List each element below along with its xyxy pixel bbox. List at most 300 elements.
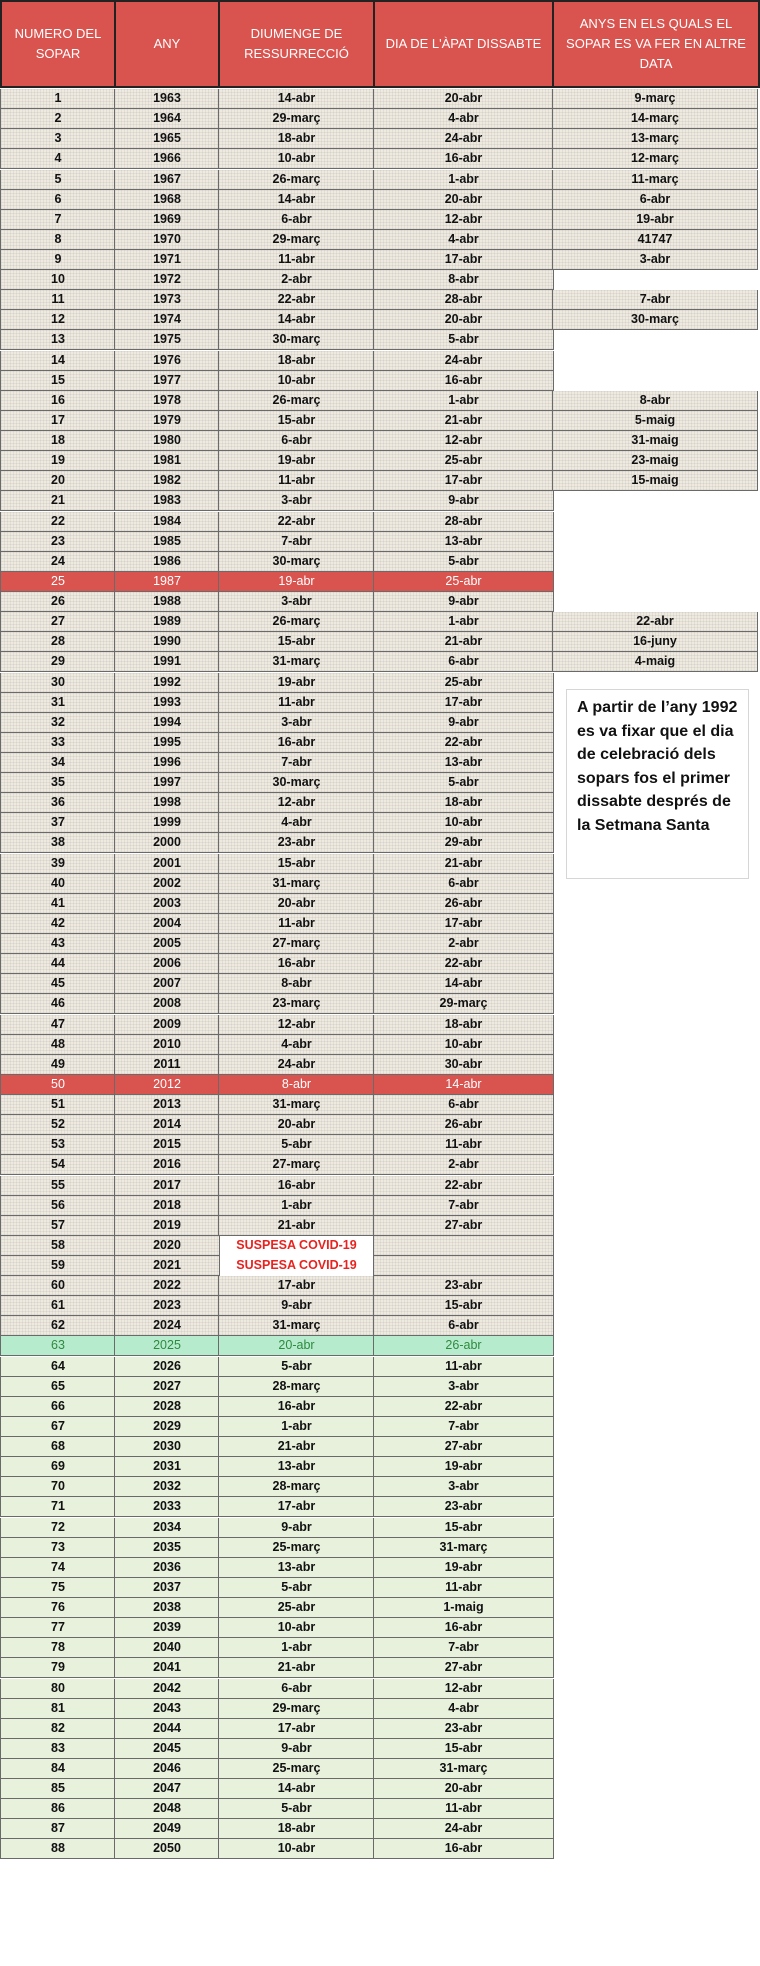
cell-numero: 11 [0, 290, 116, 310]
cell-any: 1996 [114, 753, 220, 773]
cell-any: 2033 [114, 1497, 220, 1517]
cell-numero: 44 [0, 954, 116, 974]
cell-diumenge: 15-abr [218, 411, 375, 431]
cell-numero: 24 [0, 552, 116, 572]
cell-numero: 8 [0, 230, 116, 250]
cell-dissabte: 19-abr [373, 1457, 554, 1477]
cell-any: 2017 [114, 1176, 220, 1196]
cell-dissabte: 16-abr [373, 149, 554, 169]
cell-diumenge: 6-abr [218, 1679, 375, 1699]
cell-diumenge: 11-abr [218, 914, 375, 934]
cell-diumenge: 5-abr [218, 1357, 375, 1377]
cell-numero: 72 [0, 1518, 116, 1538]
cell-any: 2002 [114, 874, 220, 894]
cell-diumenge: 31-març [218, 874, 375, 894]
cell-dissabte: 11-abr [373, 1135, 554, 1155]
cell-any: 1994 [114, 713, 220, 733]
cell-diumenge: 1-abr [218, 1638, 375, 1658]
cell-dissabte: 12-abr [373, 1679, 554, 1699]
cell-diumenge: 3-abr [218, 713, 375, 733]
cell-diumenge: 16-abr [218, 1397, 375, 1417]
cell-numero: 57 [0, 1216, 116, 1236]
cell-any: 2036 [114, 1558, 220, 1578]
cell-diumenge: 12-abr [218, 793, 375, 813]
cell-any: 2012 [114, 1075, 220, 1095]
cell-diumenge: 18-abr [218, 351, 375, 371]
cell-any: 1998 [114, 793, 220, 813]
cell-any: 1986 [114, 552, 220, 572]
cell-numero: 81 [0, 1699, 116, 1719]
cell-any: 1987 [114, 572, 220, 592]
cell-numero: 20 [0, 471, 116, 491]
cell-dissabte: 3-abr [373, 1377, 554, 1397]
cell-dissabte: 11-abr [373, 1799, 554, 1819]
cell-dissabte: 20-abr [373, 89, 554, 109]
cell-any: 2016 [114, 1155, 220, 1175]
cell-any: 1992 [114, 673, 220, 693]
cell-dissabte: 25-abr [373, 572, 554, 592]
cell-dissabte: 16-abr [373, 1618, 554, 1638]
cell-any: 2024 [114, 1316, 220, 1336]
cell-numero: 87 [0, 1819, 116, 1839]
cell-altre-data: 8-abr [552, 391, 758, 411]
cell-numero: 61 [0, 1296, 116, 1316]
cell-any: 2004 [114, 914, 220, 934]
cell-numero: 23 [0, 532, 116, 552]
cell-dissabte: 29-abr [373, 833, 554, 853]
cell-numero: 75 [0, 1578, 116, 1598]
cell-altre-data: 14-març [552, 109, 758, 129]
cell-numero: 66 [0, 1397, 116, 1417]
cell-numero: 14 [0, 351, 116, 371]
cell-dissabte: 7-abr [373, 1638, 554, 1658]
cell-numero: 52 [0, 1115, 116, 1135]
cell-dissabte: 27-abr [373, 1216, 554, 1236]
cell-diumenge: 5-abr [218, 1799, 375, 1819]
cell-dissabte: 15-abr [373, 1518, 554, 1538]
cell-any: 1978 [114, 391, 220, 411]
cell-dissabte: 25-abr [373, 451, 554, 471]
note-box: A partir de l’any 1992 es va fixar que el dia de celebració dels sopars fos el primer dissabte després de la Setmana Santa [566, 689, 749, 879]
cell-numero: 51 [0, 1095, 116, 1115]
cell-numero: 82 [0, 1719, 116, 1739]
cell-any: 1991 [114, 652, 220, 672]
cell-numero: 77 [0, 1618, 116, 1638]
cell-any: 2021 [114, 1256, 220, 1276]
cell-dissabte: 4-abr [373, 109, 554, 129]
header-any: ANY [114, 0, 220, 88]
cell-dissabte: 30-abr [373, 1055, 554, 1075]
cell-altre-data: 12-març [552, 149, 758, 169]
cell-diumenge: 4-abr [218, 1035, 375, 1055]
cell-diumenge: 21-abr [218, 1658, 375, 1678]
cell-numero: 69 [0, 1457, 116, 1477]
cell-numero: 38 [0, 833, 116, 853]
cell-diumenge: 10-abr [218, 1839, 375, 1859]
cell-diumenge: 1-abr [218, 1196, 375, 1216]
cell-numero: 21 [0, 491, 116, 511]
cell-altre-data: 22-abr [552, 612, 758, 632]
cell-numero: 25 [0, 572, 116, 592]
cell-dissabte: 22-abr [373, 1176, 554, 1196]
cell-numero: 73 [0, 1538, 116, 1558]
cell-numero: 7 [0, 210, 116, 230]
cell-dissabte: 13-abr [373, 532, 554, 552]
cell-altre-data: 15-maig [552, 471, 758, 491]
cell-diumenge: 29-març [218, 230, 375, 250]
cell-diumenge: 6-abr [218, 431, 375, 451]
cell-any: 2044 [114, 1719, 220, 1739]
cell-dissabte: 16-abr [373, 1839, 554, 1859]
cell-any: 2031 [114, 1457, 220, 1477]
cell-dissabte: 6-abr [373, 652, 554, 672]
cell-dissabte: 14-abr [373, 1075, 554, 1095]
cell-any: 2028 [114, 1397, 220, 1417]
cell-numero: 76 [0, 1598, 116, 1618]
cell-dissabte: 6-abr [373, 1316, 554, 1336]
cell-diumenge: 29-març [218, 1699, 375, 1719]
cell-dissabte: 27-abr [373, 1437, 554, 1457]
cell-dissabte: 27-abr [373, 1658, 554, 1678]
cell-any: 2042 [114, 1679, 220, 1699]
cell-diumenge: 21-abr [218, 1437, 375, 1457]
cell-any: 1990 [114, 632, 220, 652]
cell-numero: 84 [0, 1759, 116, 1779]
cell-any: 2049 [114, 1819, 220, 1839]
cell-any: 1974 [114, 310, 220, 330]
cell-any: 1972 [114, 270, 220, 290]
cell-diumenge: 10-abr [218, 1618, 375, 1638]
cell-any: 2041 [114, 1658, 220, 1678]
cell-diumenge: 1-abr [218, 1417, 375, 1437]
cell-any: 2026 [114, 1357, 220, 1377]
cell-diumenge: 16-abr [218, 954, 375, 974]
cell-diumenge: 15-abr [218, 854, 375, 874]
cell-dissabte: 20-abr [373, 190, 554, 210]
cell-any: 2045 [114, 1739, 220, 1759]
cell-diumenge: 22-abr [218, 290, 375, 310]
cell-altre-data: 7-abr [552, 290, 758, 310]
cell-numero: 67 [0, 1417, 116, 1437]
cell-dissabte: 12-abr [373, 210, 554, 230]
cell-numero: 53 [0, 1135, 116, 1155]
cell-numero: 85 [0, 1779, 116, 1799]
cell-numero: 31 [0, 693, 116, 713]
cell-numero: 10 [0, 270, 116, 290]
cell-dissabte: 23-abr [373, 1276, 554, 1296]
cell-dissabte: 6-abr [373, 874, 554, 894]
cell-any: 2050 [114, 1839, 220, 1859]
cell-any: 2014 [114, 1115, 220, 1135]
cell-dissabte: 25-abr [373, 673, 554, 693]
cell-numero: 4 [0, 149, 116, 169]
cell-diumenge: SUSPESA COVID-19 [236, 1237, 357, 1252]
cell-diumenge: 20-abr [218, 894, 375, 914]
cell-diumenge: 11-abr [218, 250, 375, 270]
cell-numero: 56 [0, 1196, 116, 1216]
cell-any: 1985 [114, 532, 220, 552]
cell-numero: 26 [0, 592, 116, 612]
cell-numero: 22 [0, 512, 116, 532]
cell-any: 1970 [114, 230, 220, 250]
cell-diumenge: 3-abr [218, 592, 375, 612]
cell-diumenge: 27-març [218, 1155, 375, 1175]
cell-any: 2030 [114, 1437, 220, 1457]
cell-diumenge: 9-abr [218, 1739, 375, 1759]
cell-dissabte: 18-abr [373, 793, 554, 813]
cell-numero: 60 [0, 1276, 116, 1296]
cell-any: 1983 [114, 491, 220, 511]
cell-diumenge: 25-març [218, 1538, 375, 1558]
cell-any: 1965 [114, 129, 220, 149]
cell-dissabte: 10-abr [373, 1035, 554, 1055]
cell-any: 1969 [114, 210, 220, 230]
cell-diumenge: 2-abr [218, 270, 375, 290]
cell-any: 2008 [114, 994, 220, 1014]
cell-dissabte: 21-abr [373, 854, 554, 874]
cell-dissabte: 16-abr [373, 371, 554, 391]
cell-dissabte: 21-abr [373, 632, 554, 652]
cell-numero: 68 [0, 1437, 116, 1457]
cell-numero: 37 [0, 813, 116, 833]
cell-any: 2027 [114, 1377, 220, 1397]
cell-numero: 88 [0, 1839, 116, 1859]
cell-any: 2018 [114, 1196, 220, 1216]
cell-dissabte: 28-abr [373, 512, 554, 532]
cell-diumenge: 14-abr [218, 190, 375, 210]
cell-any: 1976 [114, 351, 220, 371]
cell-diumenge: 14-abr [218, 310, 375, 330]
cell-any: 2047 [114, 1779, 220, 1799]
cell-dissabte: 22-abr [373, 954, 554, 974]
cell-dissabte: 31-març [373, 1759, 554, 1779]
cell-diumenge: 27-març [218, 934, 375, 954]
cell-numero: 79 [0, 1658, 116, 1678]
cell-any: 1977 [114, 371, 220, 391]
cell-diumenge: 9-abr [218, 1296, 375, 1316]
cell-dissabte [373, 1236, 554, 1256]
cell-diumenge: 11-abr [218, 693, 375, 713]
cell-numero: 55 [0, 1176, 116, 1196]
cell-dissabte: 4-abr [373, 1699, 554, 1719]
cell-dissabte: 20-abr [373, 1779, 554, 1799]
cell-any: 1971 [114, 250, 220, 270]
cell-dissabte: 14-abr [373, 974, 554, 994]
cell-diumenge: 16-abr [218, 733, 375, 753]
cell-any: 2025 [114, 1336, 220, 1356]
cell-dissabte: 1-abr [373, 391, 554, 411]
cell-altre-data: 41747 [552, 230, 758, 250]
cell-numero: 12 [0, 310, 116, 330]
cell-any: 2043 [114, 1699, 220, 1719]
cell-numero: 62 [0, 1316, 116, 1336]
cell-dissabte: 9-abr [373, 592, 554, 612]
cell-any: 2003 [114, 894, 220, 914]
cell-diumenge: 9-abr [218, 1518, 375, 1538]
cell-numero: 39 [0, 854, 116, 874]
cell-altre-data: 5-maig [552, 411, 758, 431]
cell-dissabte: 26-abr [373, 1336, 554, 1356]
cell-dissabte: 17-abr [373, 250, 554, 270]
cell-dissabte: 5-abr [373, 330, 554, 350]
cell-any: 2037 [114, 1578, 220, 1598]
cell-dissabte: 19-abr [373, 1558, 554, 1578]
cell-diumenge: 31-març [218, 1316, 375, 1336]
cell-any: 1997 [114, 773, 220, 793]
cell-any: 1993 [114, 693, 220, 713]
cell-diumenge: 5-abr [218, 1135, 375, 1155]
cell-any: 1973 [114, 290, 220, 310]
cell-numero: 58 [0, 1236, 116, 1256]
cell-any: 1967 [114, 170, 220, 190]
cell-diumenge: 17-abr [218, 1719, 375, 1739]
cell-any: 2020 [114, 1236, 220, 1256]
cell-numero: 17 [0, 411, 116, 431]
cell-dissabte: 1-abr [373, 170, 554, 190]
cell-dissabte: 6-abr [373, 1095, 554, 1115]
cell-any: 1975 [114, 330, 220, 350]
cell-dissabte: 7-abr [373, 1417, 554, 1437]
cell-any: 2015 [114, 1135, 220, 1155]
cell-numero: 6 [0, 190, 116, 210]
cell-any: 1981 [114, 451, 220, 471]
cell-any: 1966 [114, 149, 220, 169]
cell-numero: 2 [0, 109, 116, 129]
cell-dissabte: 4-abr [373, 230, 554, 250]
cell-dissabte: 24-abr [373, 129, 554, 149]
cell-numero: 29 [0, 652, 116, 672]
cell-any: 1999 [114, 813, 220, 833]
cell-altre-data: 6-abr [552, 190, 758, 210]
cell-dissabte: 22-abr [373, 733, 554, 753]
cell-any: 2010 [114, 1035, 220, 1055]
cell-diumenge: 13-abr [218, 1457, 375, 1477]
cell-numero: 45 [0, 974, 116, 994]
cell-diumenge: 29-març [218, 109, 375, 129]
cell-diumenge: 23-abr [218, 833, 375, 853]
cell-numero: 78 [0, 1638, 116, 1658]
cell-numero: 9 [0, 250, 116, 270]
cell-altre-data: 23-maig [552, 451, 758, 471]
cell-diumenge: 17-abr [218, 1276, 375, 1296]
cell-altre-data: 30-març [552, 310, 758, 330]
cell-any: 1989 [114, 612, 220, 632]
cell-diumenge: 31-març [218, 652, 375, 672]
cell-diumenge: 26-març [218, 612, 375, 632]
cell-altre-data: 11-març [552, 170, 758, 190]
cell-diumenge: 10-abr [218, 371, 375, 391]
cell-dissabte: 26-abr [373, 894, 554, 914]
cell-diumenge: 21-abr [218, 1216, 375, 1236]
cell-diumenge: 20-abr [218, 1336, 375, 1356]
cell-any: 2034 [114, 1518, 220, 1538]
cell-numero: 54 [0, 1155, 116, 1175]
cell-numero: 34 [0, 753, 116, 773]
cell-any: 1984 [114, 512, 220, 532]
cell-any: 1995 [114, 733, 220, 753]
header-dissabte: DIA DE L'ÀPAT DISSABTE [373, 0, 554, 88]
cell-dissabte: 1-abr [373, 612, 554, 632]
cell-numero: 1 [0, 89, 116, 109]
cell-altre-data: 4-maig [552, 652, 758, 672]
cell-numero: 3 [0, 129, 116, 149]
cell-dissabte [373, 1256, 554, 1276]
cell-numero: 70 [0, 1477, 116, 1497]
cell-numero: 28 [0, 632, 116, 652]
cell-dissabte: 15-abr [373, 1739, 554, 1759]
cell-diumenge: 30-març [218, 773, 375, 793]
cell-any: 2009 [114, 1015, 220, 1035]
cell-numero: 43 [0, 934, 116, 954]
cell-numero: 59 [0, 1256, 116, 1276]
cell-diumenge: 5-abr [218, 1578, 375, 1598]
cell-dissabte: 8-abr [373, 270, 554, 290]
cell-dissabte: 13-abr [373, 753, 554, 773]
cell-dissabte: 24-abr [373, 1819, 554, 1839]
cell-any: 2000 [114, 833, 220, 853]
cell-dissabte: 23-abr [373, 1719, 554, 1739]
cell-any: 2039 [114, 1618, 220, 1638]
cell-dissabte: 11-abr [373, 1578, 554, 1598]
cell-dissabte: 10-abr [373, 813, 554, 833]
cell-numero: 33 [0, 733, 116, 753]
cell-diumenge: 19-abr [218, 451, 375, 471]
cell-any: 2013 [114, 1095, 220, 1115]
cell-dissabte: 7-abr [373, 1196, 554, 1216]
cell-any: 1982 [114, 471, 220, 491]
cell-any: 1968 [114, 190, 220, 210]
cell-any: 2035 [114, 1538, 220, 1558]
cell-dissabte: 9-abr [373, 713, 554, 733]
cell-diumenge: 14-abr [218, 89, 375, 109]
cell-dissabte: 15-abr [373, 1296, 554, 1316]
cell-any: 2048 [114, 1799, 220, 1819]
cell-numero: 16 [0, 391, 116, 411]
cell-numero: 32 [0, 713, 116, 733]
cell-numero: 49 [0, 1055, 116, 1075]
cell-any: 2046 [114, 1759, 220, 1779]
cell-numero: 74 [0, 1558, 116, 1578]
cell-diumenge: 7-abr [218, 532, 375, 552]
cell-diumenge: 18-abr [218, 1819, 375, 1839]
cell-numero: 42 [0, 914, 116, 934]
cell-diumenge: 26-març [218, 391, 375, 411]
cell-diumenge: 19-abr [218, 673, 375, 693]
cell-numero: 46 [0, 994, 116, 1014]
cell-dissabte: 21-abr [373, 411, 554, 431]
cell-any: 2023 [114, 1296, 220, 1316]
header-numero: NUMERO DEL SOPAR [0, 0, 116, 88]
cell-diumenge: SUSPESA COVID-19 [236, 1258, 357, 1272]
cell-diumenge: 31-març [218, 1095, 375, 1115]
cell-diumenge: 6-abr [218, 210, 375, 230]
cell-diumenge: 20-abr [218, 1115, 375, 1135]
cell-diumenge: 17-abr [218, 1497, 375, 1517]
cell-diumenge: 13-abr [218, 1558, 375, 1578]
cell-diumenge: 19-abr [218, 572, 375, 592]
cell-any: 2011 [114, 1055, 220, 1075]
cell-numero: 13 [0, 330, 116, 350]
cell-diumenge: 28-març [218, 1477, 375, 1497]
cell-diumenge: 16-abr [218, 1176, 375, 1196]
cell-diumenge: 30-març [218, 552, 375, 572]
cell-dissabte: 17-abr [373, 471, 554, 491]
cell-any: 1980 [114, 431, 220, 451]
cell-numero: 27 [0, 612, 116, 632]
cell-any: 1963 [114, 89, 220, 109]
cell-numero: 5 [0, 170, 116, 190]
cell-numero: 48 [0, 1035, 116, 1055]
